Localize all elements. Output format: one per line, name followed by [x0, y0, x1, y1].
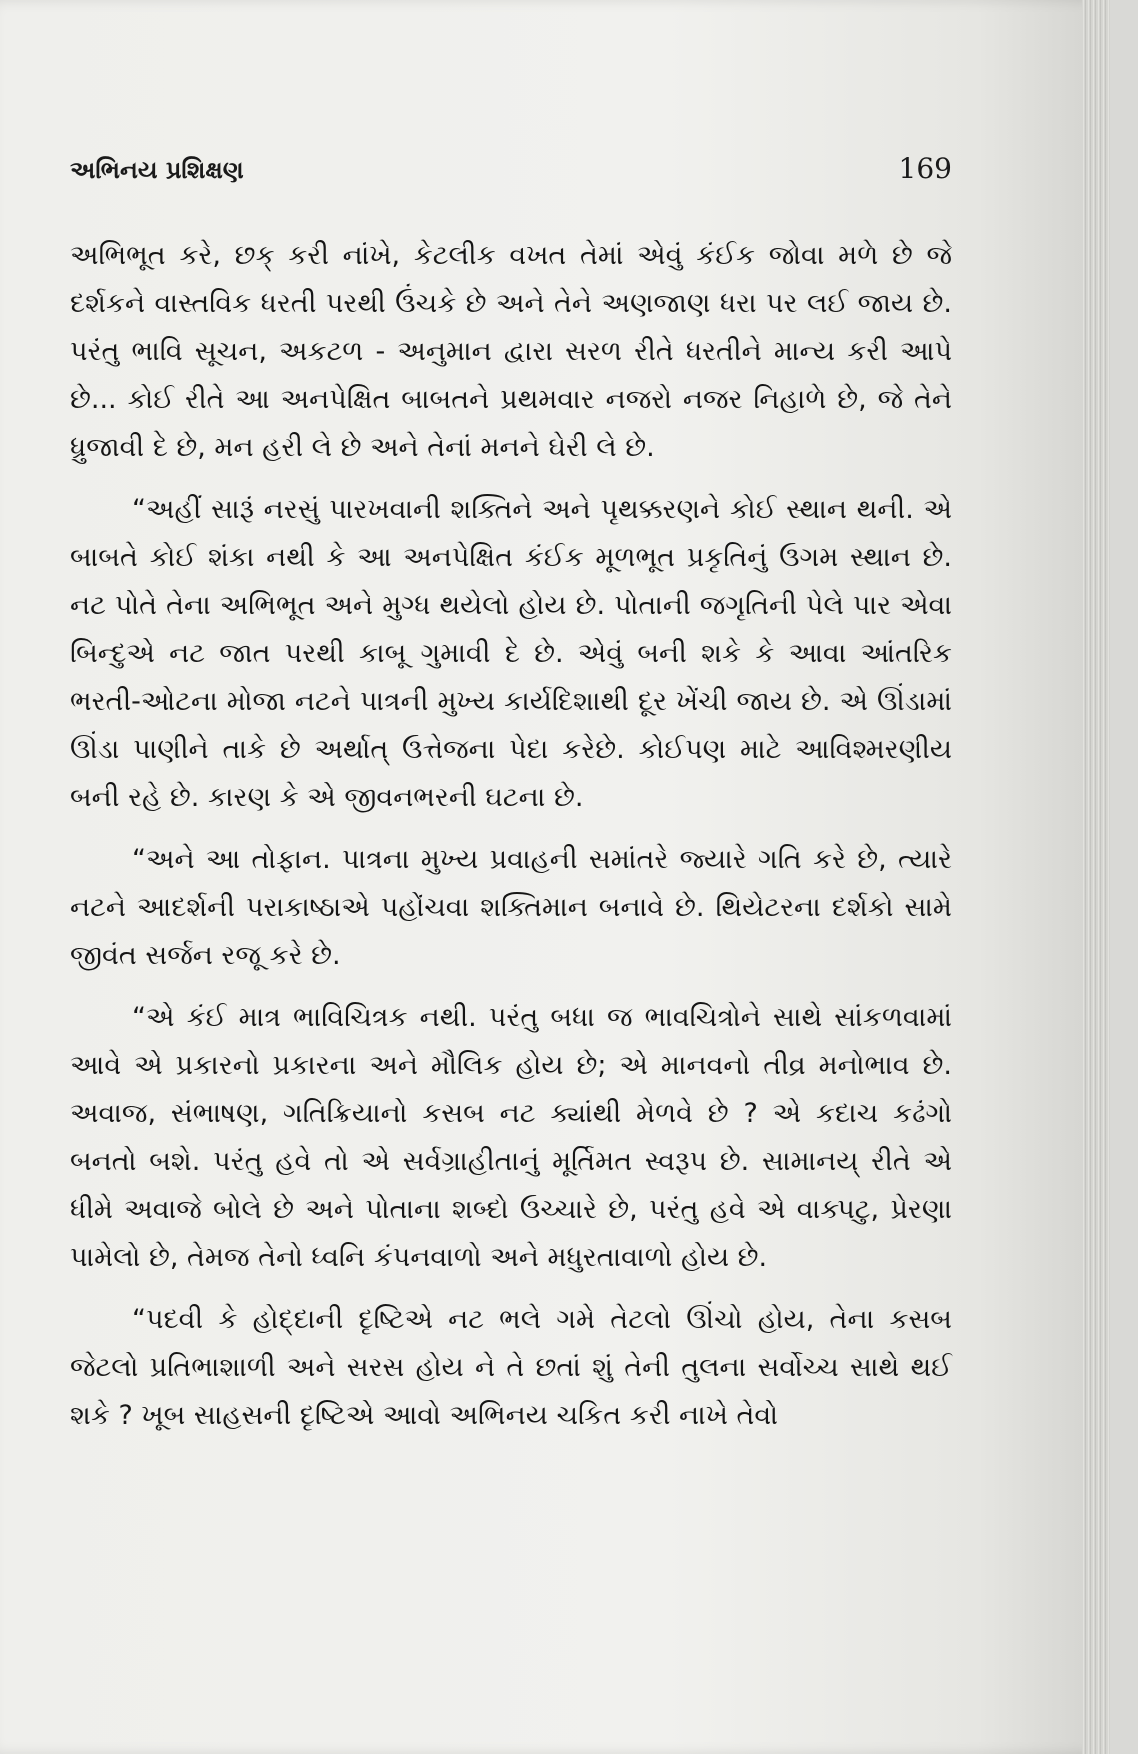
page-number: 169	[898, 152, 952, 185]
paragraph-2: “અહીં સારૂં નરસું પારખવાની શક્તિને અને પૃથક્કરણને કોઈ સ્થાન થની. એ બાબતે કોઈ શંકા નથી કે આ અનપેક્ષિત કંઈક મૂળભૂત પ્રકૃતિનું ઉગમ સ્થાન છે. નટ પોતે તેના અભિભૂત અને મુગ્ધ થયેલો હોય છે. પોતાની જગૃતિની પેલે પાર એવા બિન્દુએ નટ જાત પરથી કાબૂ ગુમાવી દે છે. એવું બની શકે કે આવા આંતરિક ભરતી-ઓટના મોજા નટને પાત્રની મુખ્ય કાર્યદિશાથી દૂર ખેંચી જાય છે. એ ઊંડામાં ઊંડા પાણીને તાકે છે અર્થાત્ ઉત્તેજના પેદા કરેછે. કોઈપણ માટે આવિશ્મરણીય બની રહે છે. કારણ કે એ જીવનભરની ઘટના છે.	[70, 494, 952, 813]
page-edge	[1082, 0, 1110, 1754]
body-text	[70, 232, 952, 1454]
paragraph-5: “પદવી કે હોદ્દાની દૃષ્ટિએ નટ ભલે ગમે તેટલો ઊંચો હોય, તેના કસબ જેટલો પ્રતિભાશાળી અને સરસ હોય ને તે છતાં શું તેની તુલના સર્વોચ્ચ સાથે થઈ શકે ? ખૂબ સાહસની દૃષ્ટિએ આવો અભિનય ચકિત કરી નાખે તેવો	[70, 1304, 952, 1431]
paragraph-1: અભિભૂત કરે, છક્ કરી નાંખે, કેટલીક વખત તેમાં એવું કંઈક જોવા મળે છે જે દર્શકને વાસ્તવિક ધરતી પરથી ઉંચકે છે અને તેને અણજાણ ધરા પર લઈ જાય છે. પરંતુ ભાવિ સૂચન, અકટળ - અનુમાન દ્વારા સરળ રીતે ધરતીને માન્ય કરી આપે છે... કોઈ રીતે આ અનપેક્ષિત બાબતને પ્રથમવાર નજરો નજર નિહાળે છે, જે તેને ધ્રુજાવી દે છે, મન હરી લે છે અને તેનાં મનને ઘેરી લે છે.	[70, 240, 952, 463]
running-head	[70, 152, 952, 185]
paragraph-4: “એ કંઈ માત્ર ભાવિચિત્રક નથી. પરંતુ બધા જ ભાવચિત્રોને સાથે સાંકળવામાં આવે એ પ્રકારનો પ્રકારના અને મૌલિક હોય છે; એ માનવનો તીવ્ર મનોભાવ છે. અવાજ, સંભાષણ, ગતિક્રિયાનો કસબ નટ ક્યાંથી મેળવે છે ? એ કદાચ કઢંગો બનતો બશે. પરંતુ હવે તો એ સર્વગ્રાહીતાનું મૂર્તિમત સ્વરૂપ છે. સામાનય્ રીતે એ ધીમે અવાજે બોલે છે અને પોતાના શબ્દો ઉચ્ચારે છે, પરંતુ હવે એ વાક્પટુ, પ્રેરણા પામેલો છે, તેમજ તેનો ધ્વનિ કંપનવાળો અને મધુરતાવાળો હોય છે.	[70, 1002, 952, 1273]
running-head-title: અભિનય પ્રશિક્ષણ	[70, 156, 244, 184]
paragraph-3: “અને આ તોફાન. પાત્રના મુખ્ય પ્રવાહની સમાંતરે જ્યારે ગતિ કરે છે, ત્યારે નટને આદર્શની પરાકાષ્ઠાએ પહોંચવા શક્તિમાન બનાવે છે. થિયેટરના દર્શકો સામે જીવંત સર્જન રજૂ કરે છે.	[70, 844, 952, 971]
